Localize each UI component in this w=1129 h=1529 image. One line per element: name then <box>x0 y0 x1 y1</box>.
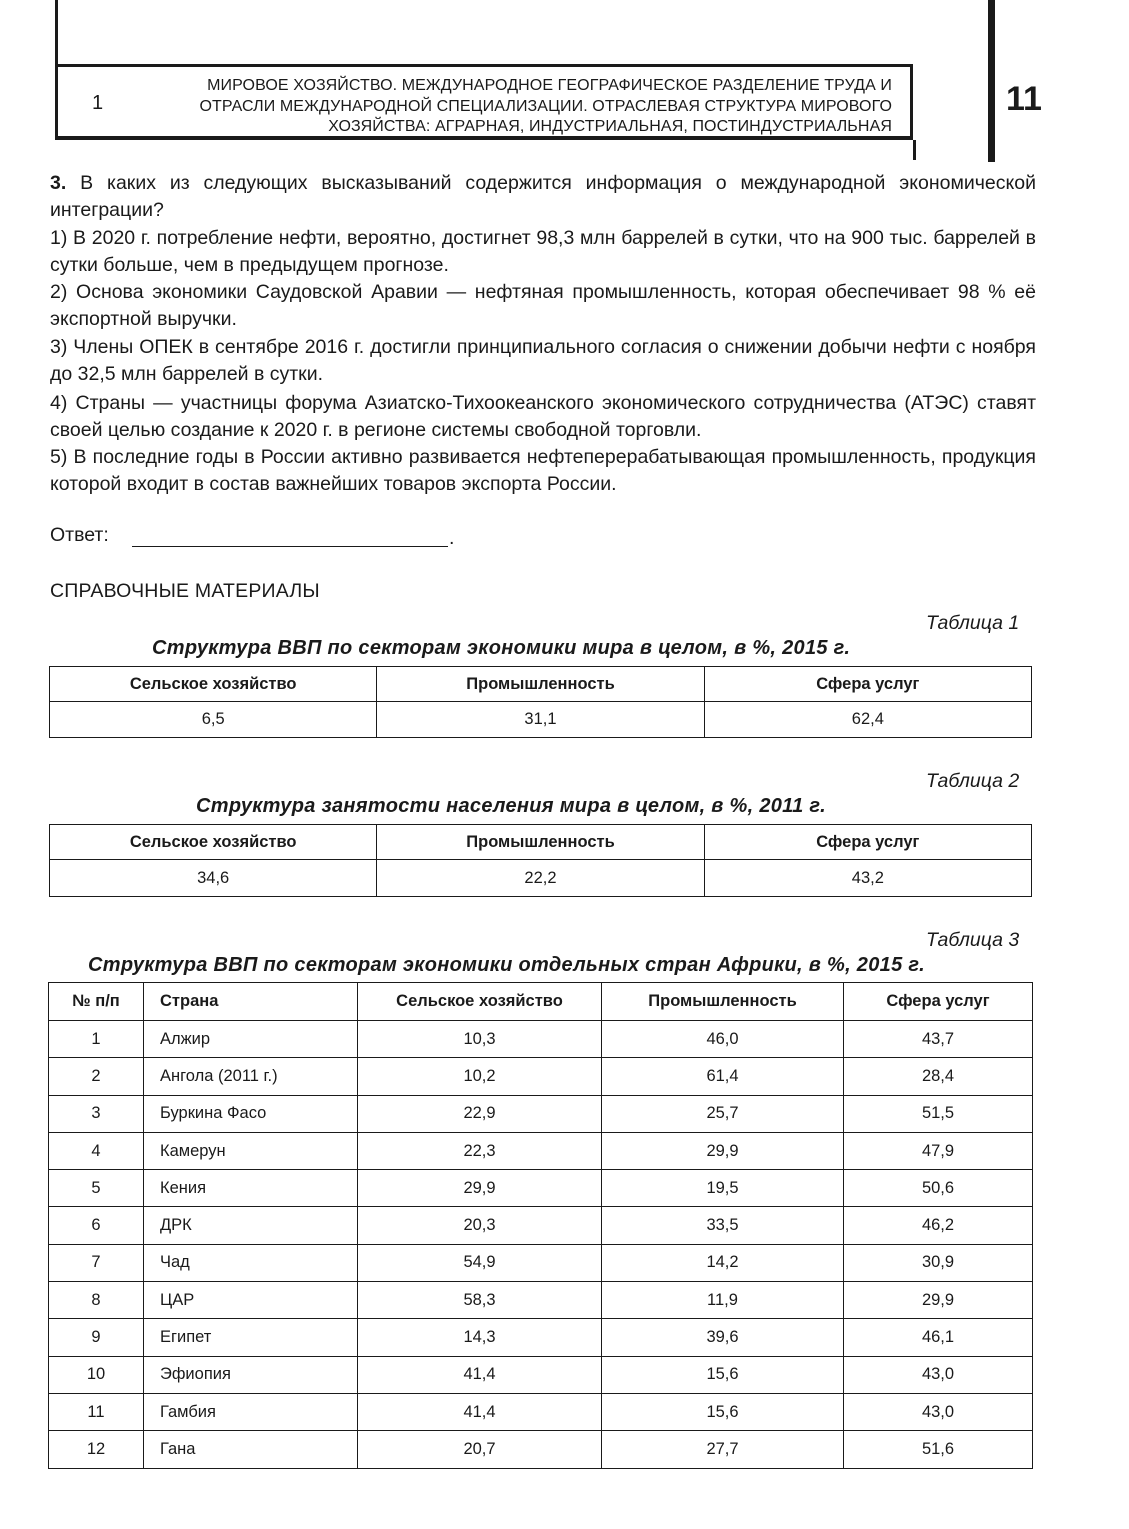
table3-cell: 12 <box>49 1431 144 1468</box>
table3-cell: 29,9 <box>602 1132 844 1169</box>
table-row <box>49 1170 1033 1207</box>
table2-cell: 34,6 <box>50 860 377 897</box>
frame-tick <box>913 140 916 160</box>
table3-cell: Буркина Фасо <box>144 1095 358 1132</box>
answer-end-dot: . <box>449 527 455 549</box>
table2-header: Сельское хозяйство <box>50 825 377 860</box>
table3-cell: 3 <box>49 1095 144 1132</box>
table-row <box>49 1319 1033 1356</box>
table3-cell: 46,0 <box>602 1021 844 1058</box>
table3-cell: 5 <box>49 1170 144 1207</box>
table3-cell: 2 <box>49 1058 144 1095</box>
table-row <box>49 1058 1033 1095</box>
table3-cell: 10,2 <box>358 1058 602 1095</box>
table2-cell: 22,2 <box>377 860 704 897</box>
table1-label: Таблица 1 <box>926 612 1020 634</box>
option-3: 3) Члены ОПЕК в сентябре 2016 г. достигли принципиального согласия о снижении добычи нефти с ноября до 32,5 млн баррелей в сутки. <box>50 336 1036 385</box>
table3-cell: 7 <box>49 1244 144 1281</box>
table1-cell: 31,1 <box>377 702 704 738</box>
table2-header: Сфера услуг <box>704 825 1031 860</box>
table3-cell: ДРК <box>144 1207 358 1244</box>
table3-cell: 15,6 <box>602 1393 844 1430</box>
answer-field[interactable] <box>132 546 448 547</box>
table3-header: Страна <box>144 983 358 1021</box>
table3-cell: Камерун <box>144 1132 358 1169</box>
answer-label: Ответ: <box>50 524 109 546</box>
table3-label: Таблица 3 <box>926 929 1020 951</box>
table3-cell: 61,4 <box>602 1058 844 1095</box>
table-row <box>49 1393 1033 1430</box>
table-row <box>49 1132 1033 1169</box>
table3-cell: Эфиопия <box>144 1356 358 1393</box>
table3-cell: 47,9 <box>844 1132 1033 1169</box>
table-row <box>49 1207 1033 1244</box>
table3-cell: Египет <box>144 1319 358 1356</box>
question-stem <box>50 170 1036 224</box>
table3-cell: 14,2 <box>602 1244 844 1281</box>
table3-header: Сфера услуг <box>844 983 1033 1021</box>
table3-cell: 51,6 <box>844 1431 1033 1468</box>
table3-cell: 46,1 <box>844 1319 1033 1356</box>
table3-cell: 14,3 <box>358 1319 602 1356</box>
option-2: 2) Основа экономики Саудовской Аравии — нефтяная промышленность, которая обеспечивает 98 % её экспортной выручки. <box>50 281 1036 330</box>
table3-cell: Кения <box>144 1170 358 1207</box>
table3-cell: 9 <box>49 1319 144 1356</box>
table-row <box>49 1244 1033 1281</box>
table1-title: Структура ВВП по секторам экономики мира в целом, в %, 2015 г. <box>152 637 851 659</box>
frame-right-line <box>988 0 995 162</box>
table3-cell: 10 <box>49 1356 144 1393</box>
table3-cell: 25,7 <box>602 1095 844 1132</box>
table3-cell: 43,0 <box>844 1356 1033 1393</box>
table3-cell: 11,9 <box>602 1282 844 1319</box>
table2-title: Структура занятости населения мира в целом, в %, 2011 г. <box>196 795 826 817</box>
table3-cell: 27,7 <box>602 1431 844 1468</box>
page-number: 11 <box>1006 80 1042 118</box>
table3-cell: 41,4 <box>358 1393 602 1430</box>
table3-cell: 19,5 <box>602 1170 844 1207</box>
table3-cell: Гана <box>144 1431 358 1468</box>
table-row <box>49 1021 1033 1058</box>
table-row <box>49 1356 1033 1393</box>
table1 <box>49 666 1032 738</box>
table3-cell: 20,3 <box>358 1207 602 1244</box>
table3-cell: 22,3 <box>358 1132 602 1169</box>
table3-cell: 43,7 <box>844 1021 1033 1058</box>
chapter-title-line: ХОЗЯЙСТВА: АГРАРНАЯ, ИНДУСТРИАЛЬНАЯ, ПОСТИНДУСТРИАЛЬНАЯ <box>328 118 892 135</box>
section-title: СПРАВОЧНЫЕ МАТЕРИАЛЫ <box>50 580 320 602</box>
table1-cell: 62,4 <box>704 702 1031 738</box>
table3-cell: 29,9 <box>358 1170 602 1207</box>
table2-header: Промышленность <box>377 825 704 860</box>
table3-cell: 33,5 <box>602 1207 844 1244</box>
table3-cell: 22,9 <box>358 1095 602 1132</box>
table1-header: Сельское хозяйство <box>50 667 377 702</box>
table3-cell: Ангола (2011 г.) <box>144 1058 358 1095</box>
table3-cell: 30,9 <box>844 1244 1033 1281</box>
table3-cell: 15,6 <box>602 1356 844 1393</box>
table3-cell: 46,2 <box>844 1207 1033 1244</box>
option-1: 1) В 2020 г. потребление нефти, вероятно, достигнет 98,3 млн баррелей в сутки, что на 900 тыс. баррелей в сутки больше, чем в предыдущем прогнозе. <box>50 227 1036 276</box>
table3-cell: ЦАР <box>144 1282 358 1319</box>
option-5: 5) В последние годы в России активно развивается нефтеперерабатывающая промышленность, продукция которой входит в состав важнейших товаров экспорта России. <box>50 446 1036 495</box>
table3-cell: 11 <box>49 1393 144 1430</box>
table3-cell: 51,5 <box>844 1095 1033 1132</box>
chapter-title <box>160 76 892 138</box>
table3-cell: 39,6 <box>602 1319 844 1356</box>
table3-cell: 4 <box>49 1132 144 1169</box>
chapter-number: 1 <box>92 92 104 114</box>
table3-cell: 58,3 <box>358 1282 602 1319</box>
table3-cell: 10,3 <box>358 1021 602 1058</box>
table3-cell: 50,6 <box>844 1170 1033 1207</box>
table1-header: Сфера услуг <box>704 667 1031 702</box>
table-row <box>49 1282 1033 1319</box>
table3-cell: 1 <box>49 1021 144 1058</box>
table3-cell: 28,4 <box>844 1058 1033 1095</box>
table3-cell: Алжир <box>144 1021 358 1058</box>
table2-cell: 43,2 <box>704 860 1031 897</box>
table3-cell: Чад <box>144 1244 358 1281</box>
table3-cell: 29,9 <box>844 1282 1033 1319</box>
table2-label: Таблица 2 <box>926 770 1020 792</box>
table3-header: № п/п <box>49 983 144 1021</box>
table3 <box>48 982 1033 1469</box>
table3-title: Структура ВВП по секторам экономики отдельных стран Африки, в %, 2015 г. <box>88 954 925 976</box>
table3-header: Промышленность <box>602 983 844 1021</box>
table-row <box>49 1431 1033 1468</box>
table1-cell: 6,5 <box>50 702 377 738</box>
chapter-title-line: МИРОВОЕ ХОЗЯЙСТВО. МЕЖДУНАРОДНОЕ ГЕОГРАФИЧЕСКОЕ РАЗДЕЛЕНИЕ ТРУДА И <box>207 77 892 94</box>
table2 <box>49 824 1032 897</box>
table3-cell: 43,0 <box>844 1393 1033 1430</box>
table3-cell: 6 <box>49 1207 144 1244</box>
option-4: 4) Страны — участницы форума Азиатско-Тихоокеанского экономического сотрудничества (АТЭС) ставят своей целью создание к 2020 г. в регионе системы свободной торговли. <box>50 392 1036 441</box>
chapter-title-line: ОТРАСЛИ МЕЖДУНАРОДНОЙ СПЕЦИАЛИЗАЦИИ. ОТРАСЛЕВАЯ СТРУКТУРА МИРОВОГО <box>199 97 892 115</box>
frame-left-line <box>55 0 58 66</box>
table1-header: Промышленность <box>377 667 704 702</box>
table-row <box>49 1095 1033 1132</box>
table3-header: Сельское хозяйство <box>358 983 602 1021</box>
question-text: В каких из следующих высказываний содержится информация о международной экономической интеграции? <box>50 172 1036 221</box>
question-number: 3. <box>50 172 67 194</box>
table3-cell: Гамбия <box>144 1393 358 1430</box>
table3-cell: 41,4 <box>358 1356 602 1393</box>
table3-cell: 20,7 <box>358 1431 602 1468</box>
table3-cell: 8 <box>49 1282 144 1319</box>
table3-cell: 54,9 <box>358 1244 602 1281</box>
